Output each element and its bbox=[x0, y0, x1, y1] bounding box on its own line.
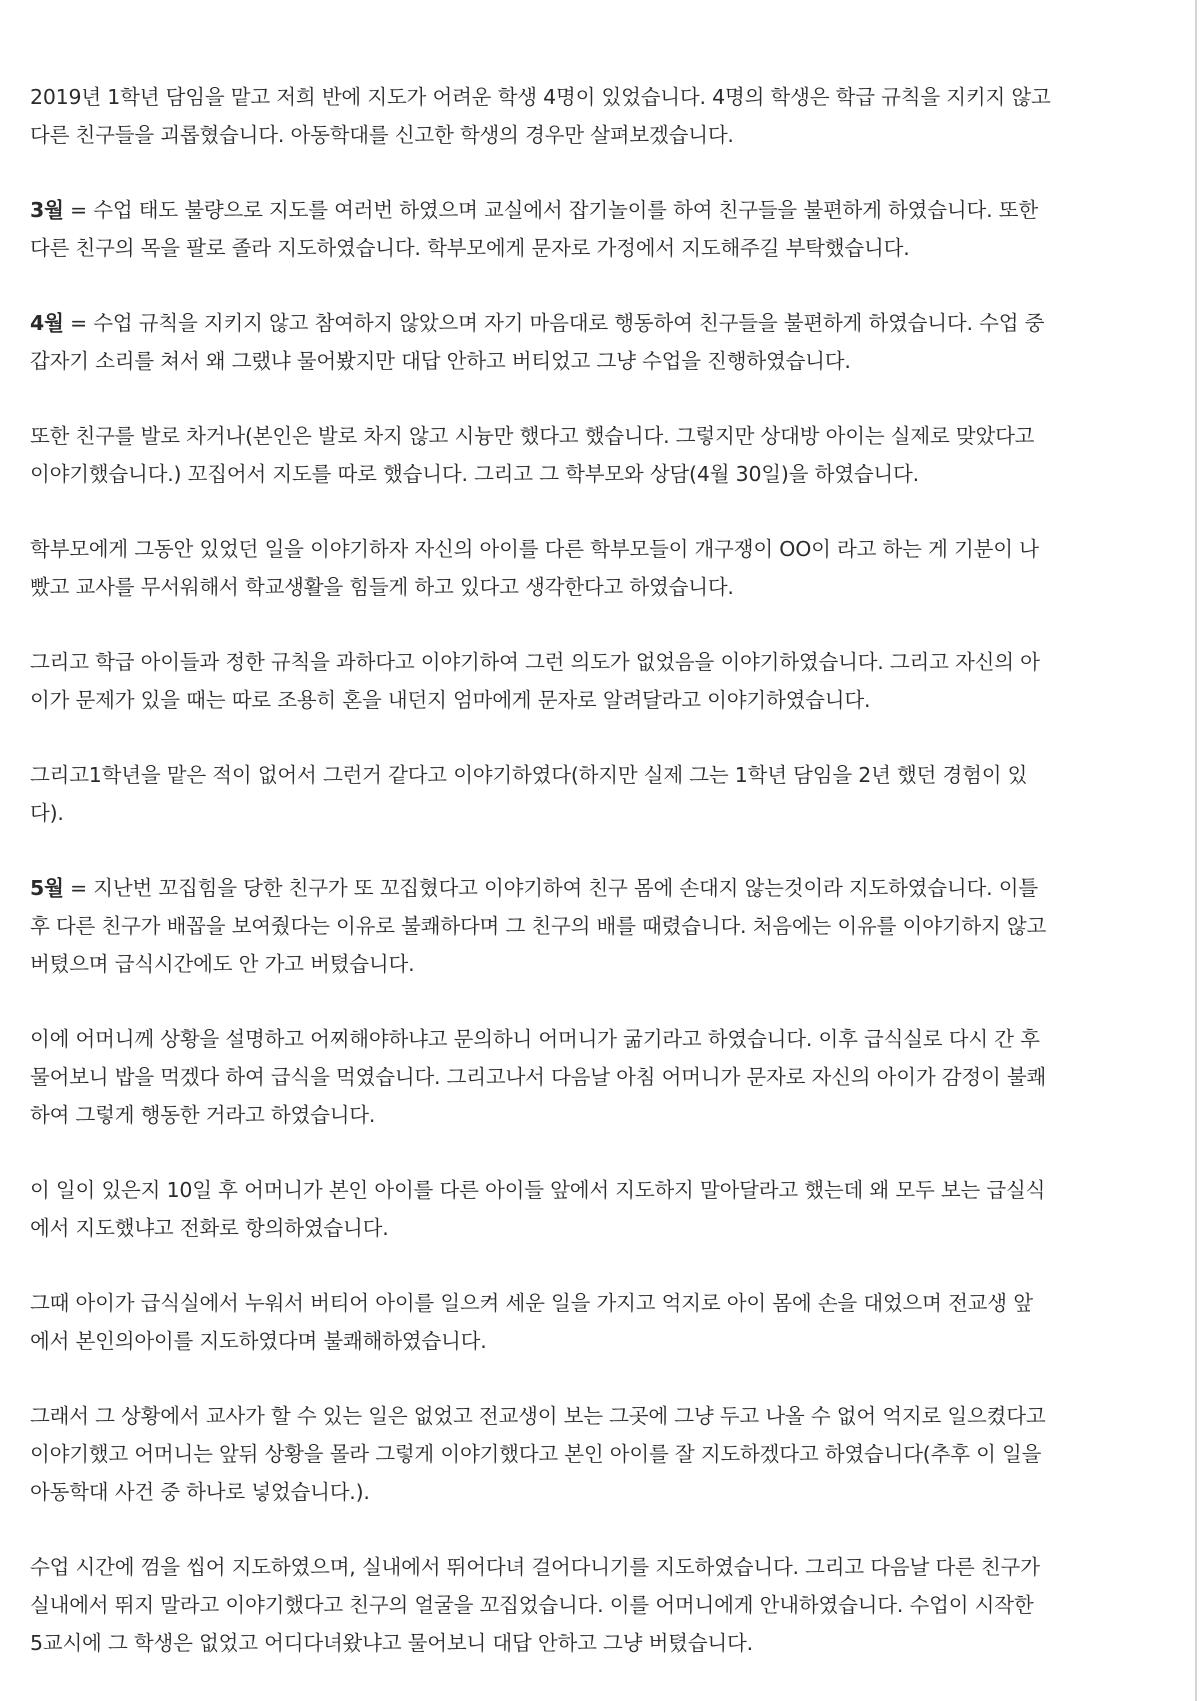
text-line: 다). bbox=[30, 801, 64, 825]
text-line: 물어보니 밥을 먹겠다 하여 급식을 먹였습니다. 그리고나서 다음날 아침 어머니가 문자로 자신의 아이가 감정이 불쾌 bbox=[30, 1065, 1047, 1089]
text-line: 이에 어머니께 상황을 설명하고 어찌해야하냐고 문의하니 어머니가 굶기라고 하였습니다. 이후 급식실로 다시 간 후 bbox=[30, 1027, 1040, 1051]
text-line: 학부모에게 그동안 있었던 일을 이야기하자 자신의 아이를 다른 학부모들이 개구쟁이 OO이 라고 하는 게 기분이 나 bbox=[30, 537, 1039, 561]
text-line bbox=[30, 191, 1170, 229]
text-line: 후 다른 친구가 배꼽을 보여줬다는 이유로 불쾌하다며 그 친구의 배를 때렸습니다. 처음에는 이유를 이야기하지 않고 bbox=[30, 914, 1047, 938]
text-line: 그때 아이가 급식실에서 누워서 버티어 아이를 일으켜 세운 일을 가지고 억지로 아이 몸에 손을 대었으며 전교생 앞 bbox=[30, 1291, 1033, 1315]
text-line: 하여 그렇게 행동한 거라고 하였습니다. bbox=[30, 1103, 376, 1127]
paragraph-mother-call bbox=[30, 1020, 1170, 1134]
paragraph-kick bbox=[30, 417, 1170, 493]
text-line: 그래서 그 상황에서 교사가 할 수 있는 일은 없었고 전교생이 보는 그곳에 그냥 두고 나올 수 없어 억지로 일으켰다고 bbox=[30, 1404, 1046, 1428]
text-line: 2019년 1학년 담임을 맡고 저희 반에 지도가 어려운 학생 4명이 있었습니다. 4명의 학생은 학급 규칙을 지키지 않고 bbox=[30, 85, 1051, 109]
paragraph-may bbox=[30, 869, 1170, 983]
text-line: 그리고 학급 아이들과 정한 규칙을 과하다고 이야기하여 그런 의도가 없었음을 이야기하였습니다. 그리고 자신의 아 bbox=[30, 650, 1040, 674]
text-line: 또한 친구를 발로 차거나(본인은 발로 차지 않고 시늉만 했다고 했습니다. 그렇지만 상대방 아이는 실제로 맞았다고 bbox=[30, 424, 1035, 448]
paragraph-first-grade bbox=[30, 756, 1170, 832]
paragraph-complaint bbox=[30, 1171, 1170, 1247]
month-label: 3월 bbox=[30, 198, 64, 222]
paragraph-gum bbox=[30, 1548, 1170, 1662]
text-segment: = 수업 태도 불량으로 지도를 여러번 하였으며 교실에서 잡기놀이를 하여 친구들을 불편하게 하였습니다. 또한 bbox=[63, 198, 1038, 222]
text-line: 그리고1학년을 맡은 적이 없어서 그런거 같다고 이야기하였다(하지만 실제 그는 1학년 담임을 2년 했던 경험이 있 bbox=[30, 763, 1028, 787]
month-label: 4월 bbox=[30, 311, 64, 335]
text-line: 다른 친구의 목을 팔로 졸라 지도하였습니다. 학부모에게 문자로 가정에서 지도해주길 부탁했습니다. bbox=[30, 236, 910, 260]
text-line: 빴고 교사를 무서워해서 학교생활을 힘들게 하고 있다고 생각한다고 하였습니다. bbox=[30, 575, 734, 599]
text-line: 버텼으며 급식시간에도 안 가고 버텼습니다. bbox=[30, 952, 415, 976]
text-line: 이야기했고 어머니는 앞뒤 상황을 몰라 그렇게 이야기했다고 본인 아이를 잘 지도하겠다고 하였습니다(추후 이 일을 bbox=[30, 1442, 1042, 1466]
text-segment: = 수업 규칙을 지키지 않고 참여하지 않았으며 자기 마음대로 행동하여 친구들을 불편하게 하였습니다. 수업 중 bbox=[63, 311, 1045, 335]
text-line: 다른 친구들을 괴롭혔습니다. 아동학대를 신고한 학생의 경우만 살펴보겠습니다. bbox=[30, 123, 734, 147]
document-body bbox=[30, 78, 1170, 1699]
text-line: 이 일이 있은지 10일 후 어머니가 본인 아이를 다른 아이들 앞에서 지도하지 말아달라고 했는데 왜 모두 보는 급실식 bbox=[30, 1178, 1046, 1202]
text-line: 갑자기 소리를 쳐서 왜 그랬냐 물어봤지만 대답 안하고 버티었고 그냥 수업을 진행하였습니다. bbox=[30, 349, 851, 373]
text-line bbox=[30, 869, 1170, 907]
text-line: 이야기했습니다.) 꼬집어서 지도를 따로 했습니다. 그리고 그 학부모와 상담(4월 30일)을 하였습니다. bbox=[30, 462, 919, 486]
paragraph-cafeteria bbox=[30, 1284, 1170, 1360]
paragraph-april bbox=[30, 304, 1170, 380]
paragraph-march bbox=[30, 191, 1170, 267]
paragraph-rules bbox=[30, 643, 1170, 719]
text-line bbox=[30, 304, 1170, 342]
text-line: 에서 지도했냐고 전화로 항의하였습니다. bbox=[30, 1216, 389, 1240]
paragraph-intro bbox=[30, 78, 1170, 154]
text-segment: = 지난번 꼬집힘을 당한 친구가 또 꼬집혔다고 이야기하여 친구 몸에 손대지 않는것이라 지도하였습니다. 이틀 bbox=[63, 876, 1038, 900]
month-label: 5월 bbox=[30, 876, 64, 900]
text-line: 수업 시간에 껌을 씹어 지도하였으며, 실내에서 뛰어다녀 걸어다니기를 지도하였습니다. 그리고 다음날 다른 친구가 bbox=[30, 1555, 1040, 1579]
text-line: 아동학대 사건 중 하나로 넣었습니다.). bbox=[30, 1480, 370, 1504]
text-line: 5교시에 그 학생은 없었고 어디다녀왔냐고 물어보니 대답 안하고 그냥 버텼습니다. bbox=[30, 1631, 753, 1655]
text-line: 이가 문제가 있을 때는 따로 조용히 혼을 내던지 엄마에게 문자로 알려달라고 이야기하였습니다. bbox=[30, 688, 871, 712]
text-line: 에서 본인의아이를 지도하였다며 불쾌해하였습니다. bbox=[30, 1329, 487, 1353]
text-line: 실내에서 뛰지 말라고 이야기했다고 친구의 얼굴을 꼬집었습니다. 이를 어머니에게 안내하였습니다. 수업이 시작한 bbox=[30, 1593, 1034, 1617]
paragraph-parent-talk bbox=[30, 530, 1170, 606]
paragraph-explanation bbox=[30, 1397, 1170, 1511]
